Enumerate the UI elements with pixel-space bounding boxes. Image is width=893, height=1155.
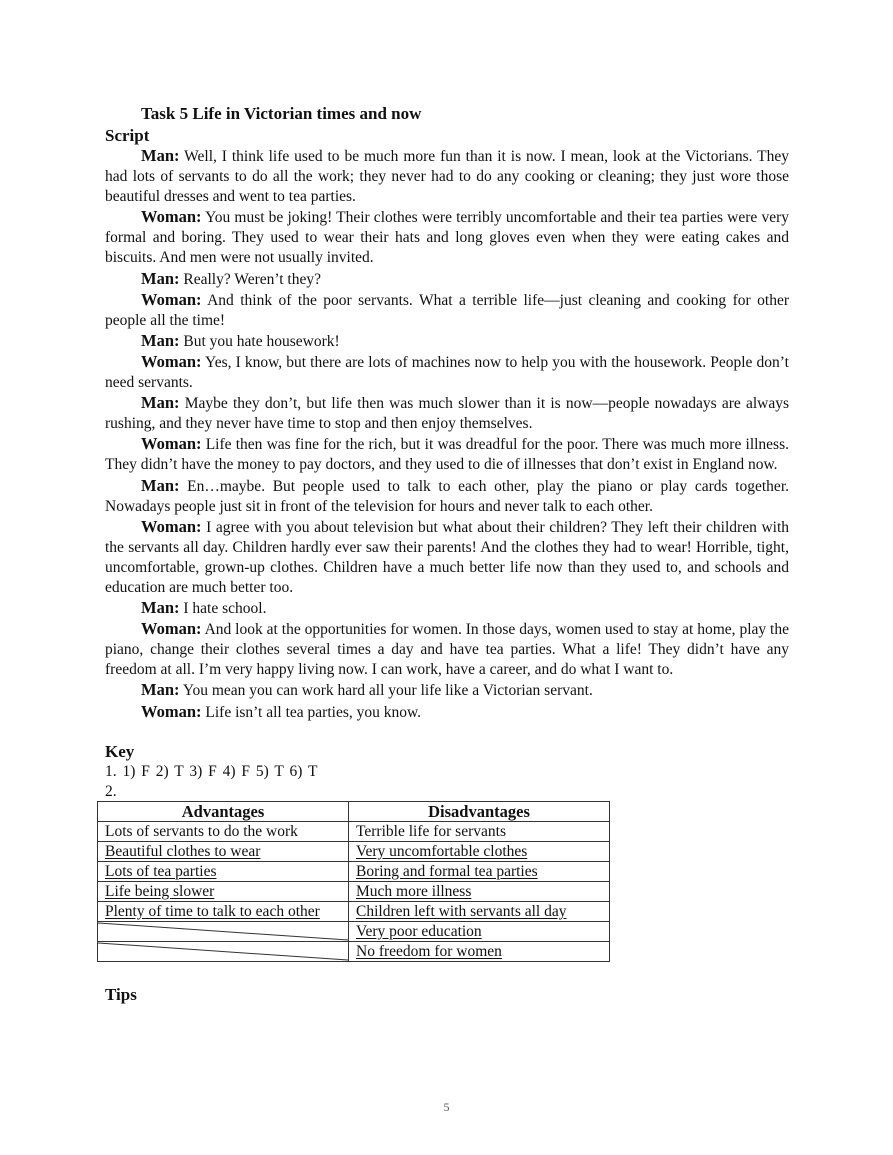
dialogue-line (105, 619, 789, 680)
disadvantage-cell (349, 861, 610, 881)
disadvantage-text: Much more illness (356, 882, 472, 900)
empty-advantage-cell (98, 941, 349, 961)
table-row (98, 941, 610, 961)
dialogue-text: Really? Weren’t they? (183, 270, 321, 288)
disadvantage-cell (349, 921, 610, 941)
speaker-label: Woman: (141, 434, 202, 454)
disadvantage-cell (349, 901, 610, 921)
dialogue-text: Well, I think life used to be much more fun than it is now. I mean, look at the Victorians. They had lots of servants to do all the work; they never had to do any cooking or cleaning; they just wore those beautiful dresses and went to tea parties. (105, 148, 789, 206)
table-row (98, 841, 610, 861)
dialogue-text: En…maybe. But people used to talk to each other, play the piano or play cards together. Nowadays people just sit in front of the television for hours and never talk to each other. (105, 477, 789, 515)
advantages-header: Advantages (98, 801, 349, 821)
table-row (98, 821, 610, 841)
dialogue-line (105, 352, 789, 393)
disadvantage-text: Boring and formal tea parties (356, 862, 538, 880)
table-row (98, 901, 610, 921)
dialogue-line (105, 434, 789, 475)
speaker-label: Man: (141, 475, 180, 495)
dialogue-text: And look at the opportunities for women. In those days, women used to stay at home, play the piano, change their clothes several times a day and have tea parties. What a life! They didn’t have any freedom at all. I’m very happy living now. I can work, have a career, and do what I want to. (105, 621, 789, 679)
speaker-label: Man: (141, 146, 180, 165)
page-number: 5 (443, 1100, 450, 1114)
dialogue-line (105, 146, 789, 207)
advantage-text: Lots of tea parties (105, 862, 217, 880)
advantage-text: Life being slower (105, 882, 215, 900)
dialogue-text: You must be joking! Their clothes were terribly uncomfortable and their tea parties were very formal and boring. They used to wear their hats and long gloves even when they were eating cakes and biscuits. And men were not usually invited. (105, 209, 789, 267)
dialogue-line (105, 393, 789, 434)
dialogue-text: But you hate housework! (183, 332, 340, 350)
disadvantage-text: Children left with servants all day (356, 902, 567, 920)
diagonal-strike-line (98, 922, 348, 941)
dialogue-line (105, 680, 789, 701)
dialogue-line (105, 476, 789, 517)
script-heading: Script (105, 126, 150, 145)
advantages-disadvantages-table (97, 801, 610, 962)
dialogue-line (105, 331, 789, 352)
dialogue-text: And think of the poor servants. What a terrible life—just cleaning and cooking for other people all the time! (105, 291, 789, 329)
dialogue-line (105, 290, 789, 331)
disadvantage-cell (349, 941, 610, 961)
advantage-cell (98, 841, 349, 861)
disadvantage-cell (349, 821, 610, 841)
speaker-label: Man: (141, 330, 180, 350)
dialogue-text: Life then was fine for the rich, but it was dreadful for the poor. There was much more illness. They didn’t have the money to pay doctors, and they used to die of illnesses that don’t exist in England now. (105, 436, 790, 474)
speaker-label: Woman: (141, 701, 202, 721)
disadvantage-text: No freedom for women (356, 942, 502, 960)
speaker-label: Man: (141, 393, 180, 413)
disadvantage-text: Terrible life for servants (356, 822, 506, 840)
dialogue-line (105, 517, 789, 598)
disadvantages-header: Disadvantages (349, 801, 610, 821)
dialogue-line (105, 598, 789, 619)
table-header-row (98, 801, 610, 821)
speaker-label: Man: (141, 268, 180, 288)
advantage-cell (98, 821, 349, 841)
dialogue-line (105, 207, 789, 268)
advantage-cell (98, 901, 349, 921)
disadvantage-cell (349, 881, 610, 901)
dialogue-text: I agree with you about television but what about their children? They left their children with the servants all day. Children hardly ever saw their parents! And the clothes they had to wear! Horrible, tight, uncomfortable, grown-up clothes. Children have a much better life now than they used to, and schools and education are much better too. (105, 518, 789, 596)
document-page (105, 103, 789, 1005)
tips-heading: Tips (105, 984, 137, 1004)
advantage-cell (98, 861, 349, 881)
dialogue-text: Maybe they don’t, but life then was much slower than it is now—people nowadays are always rushing, and they never have time to stop and then enjoy themselves. (105, 395, 789, 433)
speaker-label: Man: (141, 680, 180, 700)
disadvantage-text: Very poor education (356, 922, 482, 940)
dialogue-text: Life isn’t all tea parties, you know. (205, 703, 422, 721)
advantage-text: Beautiful clothes to wear (105, 842, 261, 860)
disadvantage-text: Very uncomfortable clothes (356, 842, 528, 860)
task-title: Task 5 Life in Victorian times and now (141, 104, 422, 123)
speaker-label: Woman: (141, 516, 202, 536)
speaker-label: Woman: (141, 619, 202, 639)
diagonal-strike-line (98, 942, 348, 961)
key-heading: Key (105, 741, 135, 761)
table-row (98, 921, 610, 941)
dialogue-line (105, 269, 789, 290)
table-row (98, 881, 610, 901)
speaker-label: Woman: (141, 351, 202, 371)
speaker-label: Woman: (141, 289, 202, 309)
table-row (98, 861, 610, 881)
dialogue-text: You mean you can work hard all your life like a Victorian servant. (182, 682, 593, 700)
advantage-text: Lots of servants to do the work (105, 822, 298, 840)
dialogue-text: Yes, I know, but there are lots of machines now to help you with the housework. People don’t need servants. (105, 353, 789, 392)
dialogue-line (105, 702, 789, 723)
key-part-2-label: 2. (105, 782, 117, 800)
script-dialogue (105, 146, 789, 723)
speaker-label: Woman: (141, 207, 202, 227)
advantage-text: Plenty of time to talk to each other (105, 902, 320, 920)
advantage-cell (98, 881, 349, 901)
disadvantage-cell (349, 841, 610, 861)
speaker-label: Man: (141, 598, 180, 618)
dialogue-text: I hate school. (183, 600, 267, 618)
empty-advantage-cell (98, 921, 349, 941)
key-answers: 1. 1) F 2) T 3) F 4) F 5) T 6) T (105, 762, 318, 780)
